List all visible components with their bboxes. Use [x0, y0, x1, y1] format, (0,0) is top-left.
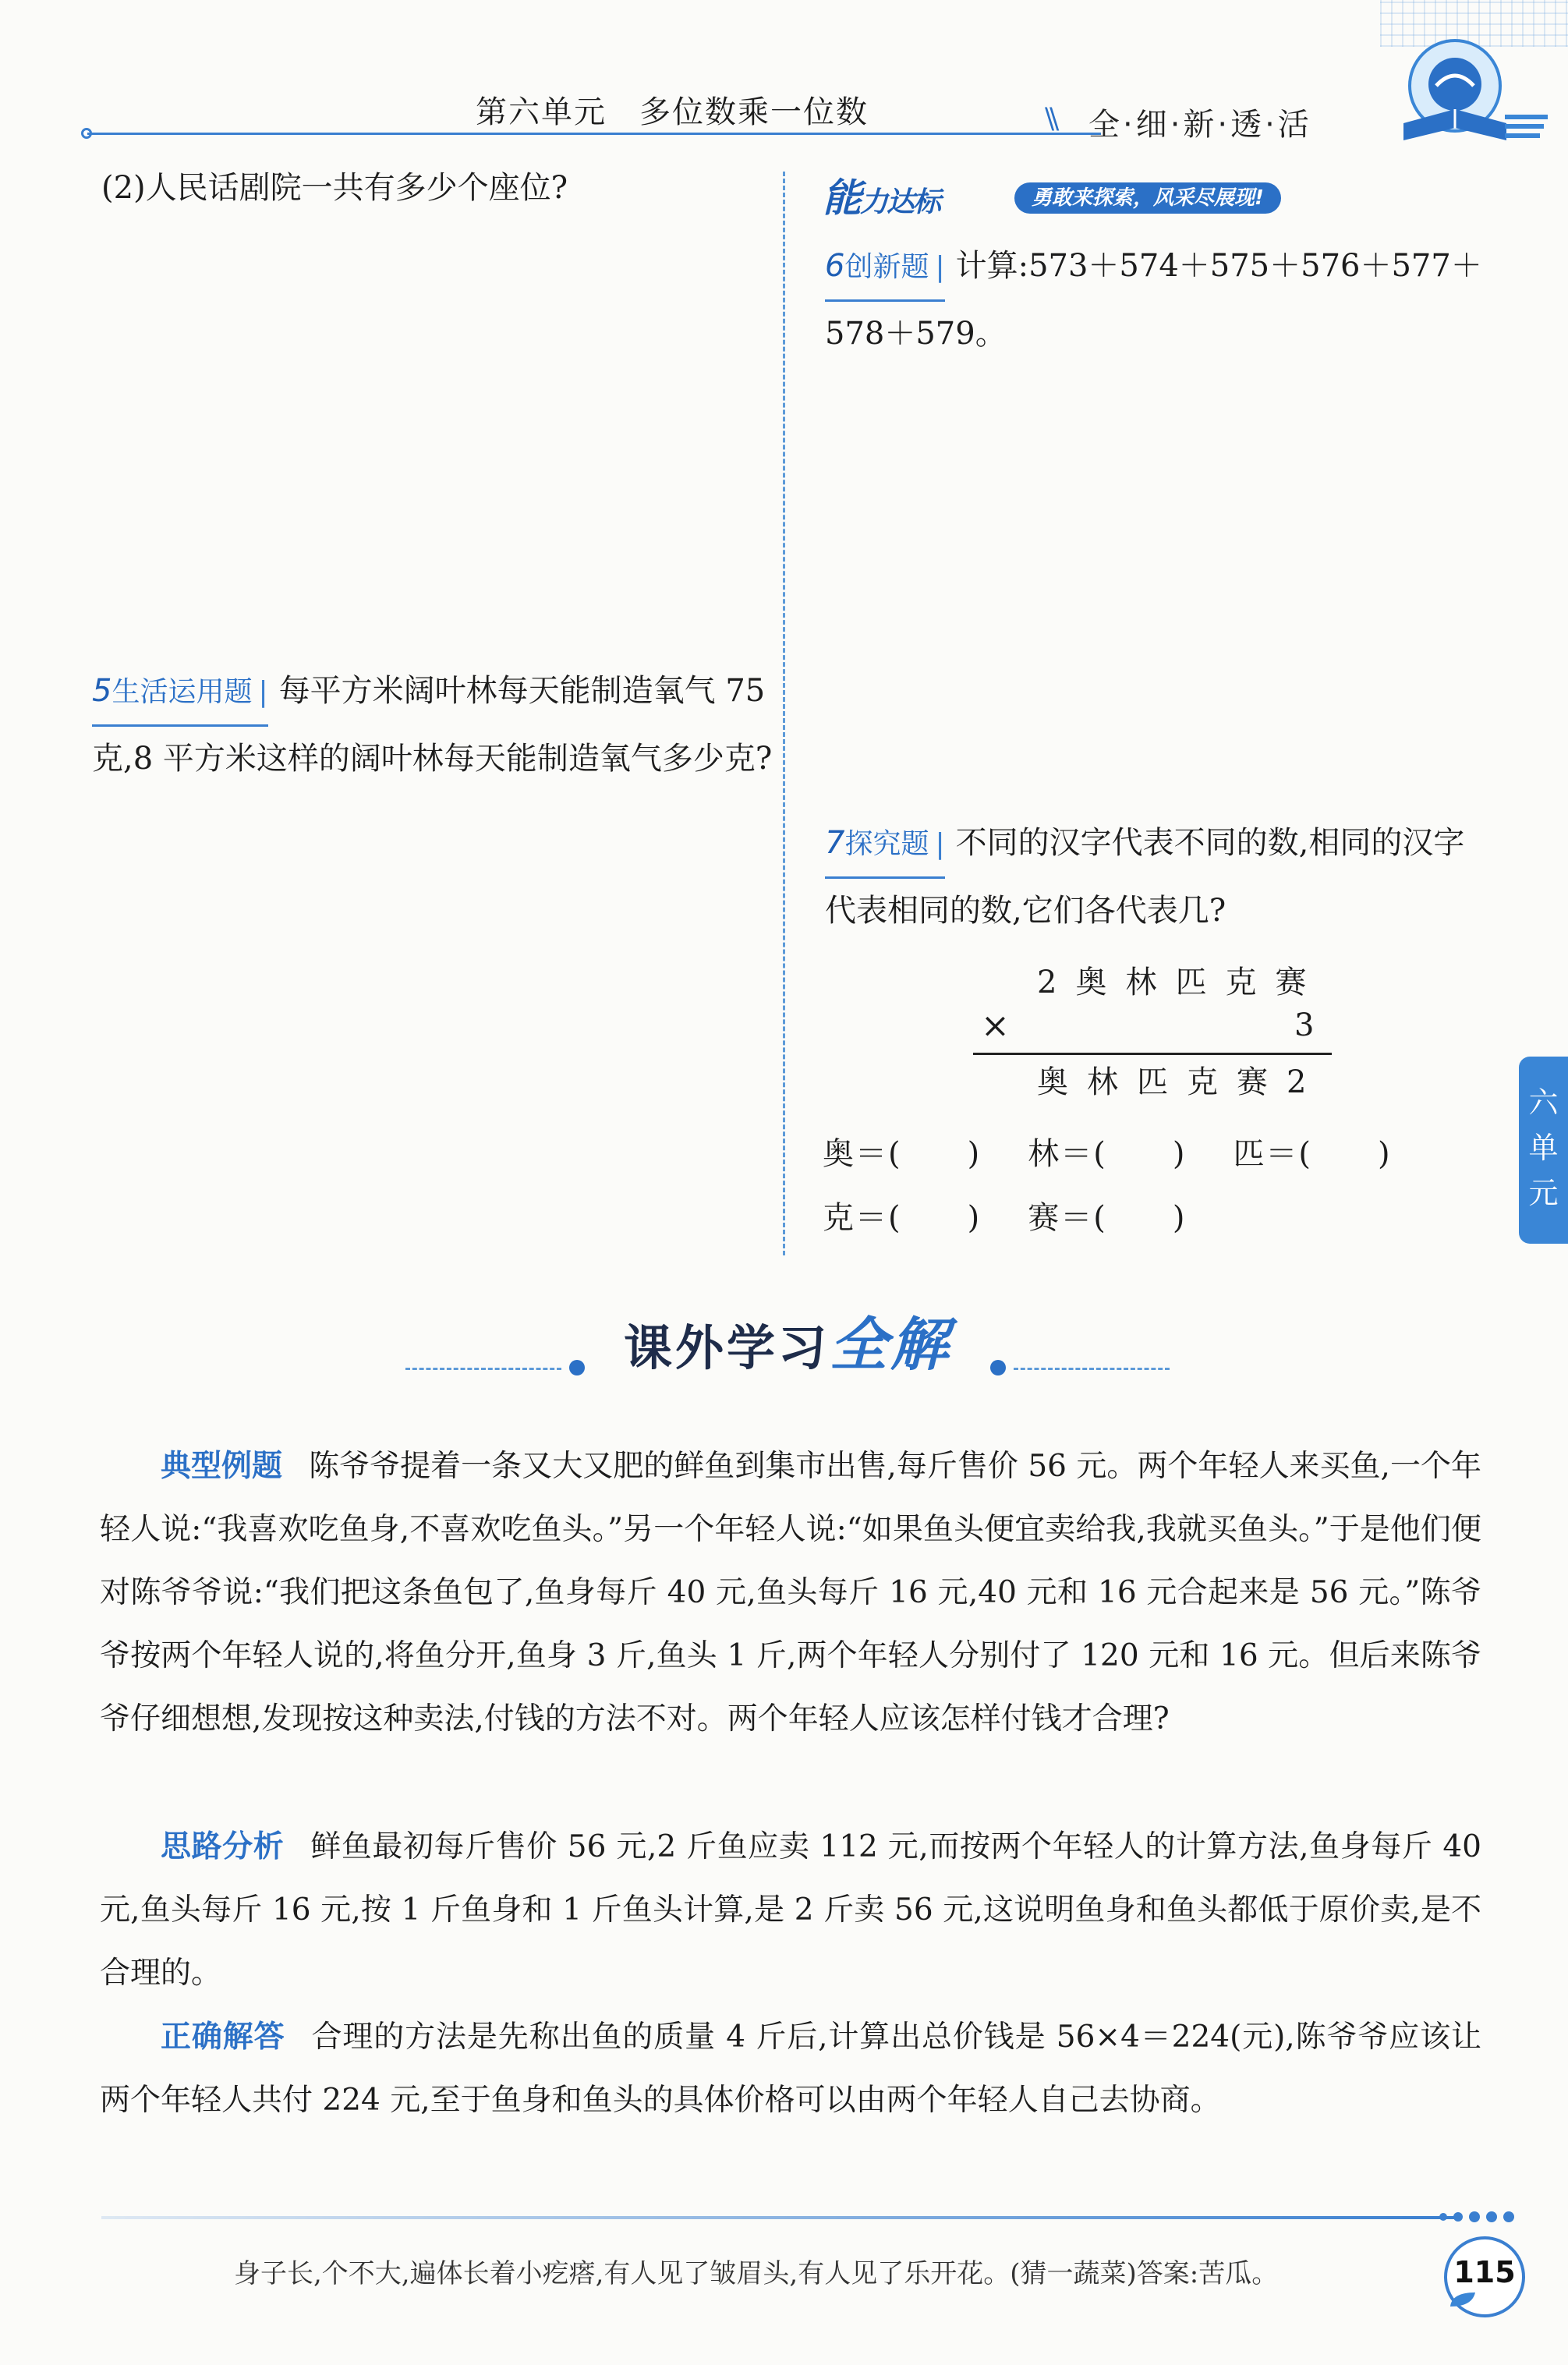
section-ornament-right — [990, 1360, 1006, 1375]
answer-blanks-row-2 — [823, 1193, 1233, 1237]
footer-dot — [1486, 2211, 1497, 2222]
leaf-icon — [1449, 2291, 1477, 2308]
answer-blanks-row-1 — [823, 1129, 1439, 1174]
question-5-number: 5 — [92, 673, 112, 709]
correct-answer-text: 合理的方法是先称出鱼的质量 4 斤后,计算出总价钱是 56×4＝224(元),陈爷爷应该让两个年轻人共付 224 元,至于鱼身和鱼头的具体价格可以由两个年轻人自己去协商。 — [100, 2020, 1481, 2118]
section-ornament-left — [569, 1360, 585, 1375]
unit-side-tab — [1519, 1057, 1568, 1244]
reading-book-logo-icon — [1388, 31, 1552, 164]
analysis-text: 鲜鱼最初每斤售价 56 元,2 斤鱼应卖 112 元,而按两个年轻人的计算方法,鱼身每斤 40 元,鱼头每斤 16 元,按 1 斤鱼身和 1 斤鱼头计算,是 2 斤卖 56 元,这说明鱼身和鱼头都低于原价卖,是不合理的。 — [100, 1829, 1481, 1991]
footer-riddle: 身子长,个不大,遍体长着小疙瘩,有人见了皱眉头,有人见了乐开花。(猜一蔬菜)答案:苦瓜。 — [234, 2258, 1279, 2289]
question-5-tag: 5生活运用题 | — [92, 659, 268, 727]
analysis — [100, 1815, 1481, 2005]
answer-blank-ke[interactable]: 克＝( ) — [823, 1200, 982, 1236]
typical-example — [100, 1435, 1481, 1751]
answer-blank-lin[interactable]: 林＝( ) — [1028, 1136, 1187, 1172]
question-6-tag-label: 创新题 — [844, 251, 929, 283]
section-banner — [405, 1294, 1170, 1388]
question-6-tag: 6创新题 | — [825, 234, 945, 302]
correct-answer-head: 正确解答 — [161, 2020, 285, 2055]
puzzle-product: 奥林匹克赛2 — [1037, 1064, 1326, 1100]
typical-example-text: 陈爷爷提着一条又大又肥的鲜鱼到集市出售,每斤售价 56 元。两个年轻人来买鱼,一个年轻人说:“我喜欢吃鱼身,不喜欢吃鱼头。”另一个年轻人说:“如果鱼头便宜卖给我,我就买鱼头。”于是他们便对陈爷爷说:“我们把这条鱼包了,鱼身每斤 40 元,鱼头每斤 16 元,40 元和 16 元合起来是 56 元。”陈爷爷按两个年轻人说的,将鱼分开,鱼身 3 斤,鱼头 1 斤,两个年轻人分别付了 120 元和 16 元。但后来陈爷爷仔细想想,发现按这种卖法,付钱的方法不对。两个年轻人应该怎样付钱才合理? — [100, 1449, 1481, 1737]
footer-dot — [1439, 2213, 1447, 2221]
header-rule — [87, 133, 1101, 135]
header-title: 第六单元 多位数乘一位数 — [476, 94, 869, 130]
section-banner-left-line — [405, 1368, 561, 1370]
section-title — [604, 1299, 971, 1382]
answer-blank-sai[interactable]: 赛＝( ) — [1028, 1200, 1187, 1236]
question-7-number: 7 — [825, 825, 845, 861]
section-banner-right-line — [1014, 1368, 1170, 1370]
ability-banner-title-big: 能 — [823, 175, 860, 221]
question-7-tag: 7探究题 | — [825, 811, 945, 879]
side-tab-char-3: 元 — [1528, 1176, 1559, 1210]
footer-dot — [1503, 2211, 1514, 2222]
ability-banner — [823, 173, 1322, 220]
question-5-text: 每平方米阔叶林每天能制造氧气 75 克,8 平方米这样的阔叶林每天能制造氧气多少克? — [92, 673, 773, 777]
question-7-tag-label: 探究题 — [844, 828, 929, 860]
page-number: 115 — [1453, 2255, 1516, 2289]
question-5 — [92, 659, 778, 791]
question-6-text: 计算:573＋574＋575＋576＋577＋578＋579。 — [825, 248, 1482, 352]
side-tab-char-1: 六 — [1528, 1085, 1559, 1120]
question-4-part-2: (2)人民话剧院一共有多少个座位? — [101, 170, 568, 206]
answer-blank-pi[interactable]: 匹＝( ) — [1233, 1136, 1392, 1172]
puzzle-times-sign: × — [981, 1006, 1010, 1046]
question-6-number: 6 — [825, 248, 845, 284]
column-divider — [783, 172, 785, 1255]
section-title-big: 全解 — [830, 1312, 951, 1379]
analysis-head: 思路分析 — [161, 1829, 285, 1864]
footer-dot — [1469, 2211, 1480, 2222]
answer-blank-ao[interactable]: 奥＝( ) — [823, 1136, 982, 1172]
question-7-text: 不同的汉字代表不同的数,相同的汉字代表相同的数,它们各代表几? — [825, 825, 1465, 929]
slogan-marks: \\ — [1045, 103, 1055, 135]
puzzle-multiplier: 3 — [1294, 1007, 1315, 1043]
ability-banner-title — [823, 167, 940, 223]
footer-dot — [1453, 2212, 1463, 2222]
question-6 — [825, 234, 1495, 366]
correct-answer — [100, 2006, 1481, 2132]
typical-example-head: 典型例题 — [161, 1449, 283, 1484]
puzzle-multiplicand: 2奥林匹克赛 — [1037, 965, 1326, 1000]
footer-rule — [101, 2216, 1458, 2219]
ability-banner-title-rest: 力达标 — [860, 186, 940, 218]
ability-banner-slogan: 勇敢来探索，风采尽展现! — [1014, 182, 1281, 214]
section-title-main: 课外学习 — [623, 1319, 830, 1376]
puzzle-rule — [973, 1053, 1332, 1055]
question-7 — [825, 811, 1495, 943]
header-slogan: 全·细·新·透·活 — [1088, 107, 1312, 143]
side-tab-char-2: 单 — [1528, 1131, 1559, 1165]
question-5-tag-label: 生活运用题 — [111, 676, 253, 708]
